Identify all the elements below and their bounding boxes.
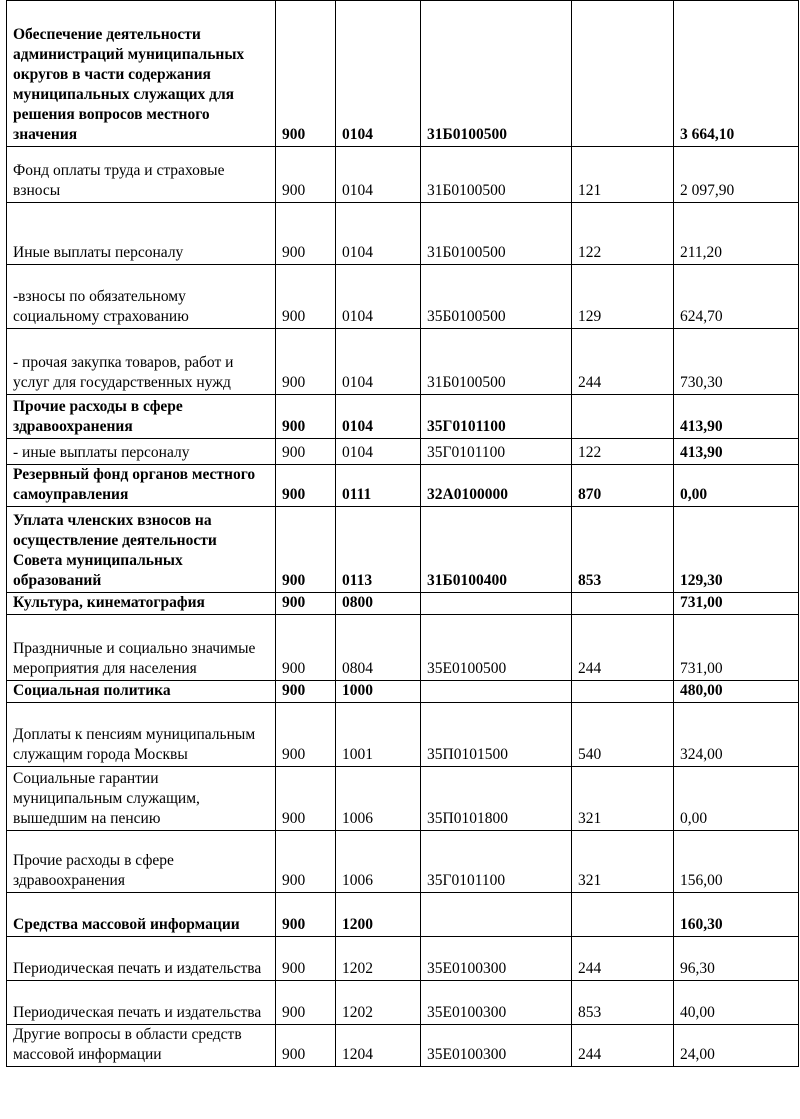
expense-name-cell: Доплаты к пенсиям муниципальным служащим города Москвы	[7, 703, 276, 767]
admin-code-cell: 900	[276, 681, 336, 703]
section-code-cell: 0104	[336, 203, 421, 265]
section-code-cell: 1000	[336, 681, 421, 703]
expense-kind-cell: 244	[572, 615, 674, 681]
target-code-cell: 31Б0100500	[421, 1, 572, 147]
expense-kind-cell	[572, 681, 674, 703]
target-code-cell: 35Е0100500	[421, 615, 572, 681]
table-row	[7, 507, 799, 593]
admin-code-cell: 900	[276, 147, 336, 203]
table-row	[7, 1025, 799, 1067]
section-code-cell: 0104	[336, 439, 421, 465]
amount-cell: 730,30	[674, 329, 799, 395]
admin-code-cell: 900	[276, 893, 336, 937]
expense-kind-cell	[572, 1, 674, 147]
target-code-cell	[421, 893, 572, 937]
budget-table-body	[7, 1, 799, 1067]
target-code-cell: 35Г0101100	[421, 831, 572, 893]
expense-kind-cell: 244	[572, 329, 674, 395]
table-row	[7, 615, 799, 681]
admin-code-cell: 900	[276, 465, 336, 507]
admin-code-cell: 900	[276, 1025, 336, 1067]
admin-code-cell: 900	[276, 203, 336, 265]
admin-code-cell: 900	[276, 395, 336, 439]
expense-kind-cell: 853	[572, 981, 674, 1025]
expense-kind-cell	[572, 593, 674, 615]
amount-cell: 2 097,90	[674, 147, 799, 203]
table-row	[7, 465, 799, 507]
target-code-cell: 31Б0100500	[421, 203, 572, 265]
section-code-cell: 1202	[336, 981, 421, 1025]
section-code-cell: 0104	[336, 1, 421, 147]
admin-code-cell: 900	[276, 767, 336, 831]
section-code-cell: 0800	[336, 593, 421, 615]
table-row	[7, 937, 799, 981]
amount-cell: 24,00	[674, 1025, 799, 1067]
expense-name-cell: Фонд оплаты труда и страховые взносы	[7, 147, 276, 203]
amount-cell: 211,20	[674, 203, 799, 265]
amount-cell: 0,00	[674, 465, 799, 507]
target-code-cell: 32А0100000	[421, 465, 572, 507]
expense-name-cell: Прочие расходы в сфере здравоохранения	[7, 831, 276, 893]
expense-kind-cell: 540	[572, 703, 674, 767]
admin-code-cell: 900	[276, 329, 336, 395]
target-code-cell: 35П0101500	[421, 703, 572, 767]
table-row	[7, 265, 799, 329]
amount-cell: 413,90	[674, 395, 799, 439]
table-row	[7, 593, 799, 615]
expense-kind-cell: 321	[572, 767, 674, 831]
section-code-cell: 0104	[336, 329, 421, 395]
target-code-cell: 35Б0100500	[421, 265, 572, 329]
amount-cell: 3 664,10	[674, 1, 799, 147]
expense-kind-cell: 321	[572, 831, 674, 893]
admin-code-cell: 900	[276, 831, 336, 893]
section-code-cell: 0104	[336, 147, 421, 203]
expense-name-cell: - прочая закупка товаров, работ и услуг для государственных нужд	[7, 329, 276, 395]
section-code-cell: 1202	[336, 937, 421, 981]
section-code-cell: 0104	[336, 265, 421, 329]
table-row	[7, 1, 799, 147]
section-code-cell: 1001	[336, 703, 421, 767]
admin-code-cell: 900	[276, 981, 336, 1025]
target-code-cell: 35Г0101100	[421, 439, 572, 465]
amount-cell: 129,30	[674, 507, 799, 593]
target-code-cell: 35Г0101100	[421, 395, 572, 439]
table-row	[7, 893, 799, 937]
expense-name-cell: Культура, кинематография	[7, 593, 276, 615]
expense-name-cell: Праздничные и социально значимые мероприятия для населения	[7, 615, 276, 681]
amount-cell: 480,00	[674, 681, 799, 703]
target-code-cell: 35Е0100300	[421, 981, 572, 1025]
expense-name-cell: Периодическая печать и издательства	[7, 937, 276, 981]
amount-cell: 156,00	[674, 831, 799, 893]
expense-kind-cell: 122	[572, 203, 674, 265]
amount-cell: 731,00	[674, 615, 799, 681]
expense-kind-cell: 122	[572, 439, 674, 465]
section-code-cell: 0113	[336, 507, 421, 593]
table-row	[7, 681, 799, 703]
expense-name-cell: Прочие расходы в сфере здравоохранения	[7, 395, 276, 439]
amount-cell: 324,00	[674, 703, 799, 767]
section-code-cell: 0104	[336, 395, 421, 439]
target-code-cell: 31Б0100500	[421, 329, 572, 395]
target-code-cell: 35Е0100300	[421, 1025, 572, 1067]
table-row	[7, 395, 799, 439]
target-code-cell	[421, 593, 572, 615]
expense-name-cell: - иные выплаты персоналу	[7, 439, 276, 465]
section-code-cell: 1006	[336, 767, 421, 831]
table-row	[7, 981, 799, 1025]
target-code-cell: 31Б0100500	[421, 147, 572, 203]
section-code-cell: 1006	[336, 831, 421, 893]
expense-kind-cell	[572, 893, 674, 937]
amount-cell: 40,00	[674, 981, 799, 1025]
expense-name-cell: Иные выплаты персоналу	[7, 203, 276, 265]
section-code-cell: 1200	[336, 893, 421, 937]
expense-name-cell: Периодическая печать и издательства	[7, 981, 276, 1025]
budget-table	[6, 0, 799, 1067]
expense-kind-cell: 870	[572, 465, 674, 507]
expense-kind-cell	[572, 395, 674, 439]
admin-code-cell: 900	[276, 1, 336, 147]
section-code-cell: 1204	[336, 1025, 421, 1067]
table-row	[7, 703, 799, 767]
admin-code-cell: 900	[276, 507, 336, 593]
amount-cell: 731,00	[674, 593, 799, 615]
table-row	[7, 203, 799, 265]
expense-kind-cell: 244	[572, 937, 674, 981]
expense-name-cell: Уплата членских взносов на осуществление деятельности Совета муниципальных образований	[7, 507, 276, 593]
expense-kind-cell: 129	[572, 265, 674, 329]
expense-name-cell: Социальная политика	[7, 681, 276, 703]
admin-code-cell: 900	[276, 439, 336, 465]
admin-code-cell: 900	[276, 937, 336, 981]
table-row	[7, 439, 799, 465]
admin-code-cell: 900	[276, 703, 336, 767]
expense-kind-cell: 853	[572, 507, 674, 593]
target-code-cell: 35П0101800	[421, 767, 572, 831]
section-code-cell: 0804	[336, 615, 421, 681]
target-code-cell	[421, 681, 572, 703]
target-code-cell: 31Б0100400	[421, 507, 572, 593]
amount-cell: 96,30	[674, 937, 799, 981]
table-row	[7, 831, 799, 893]
table-row	[7, 329, 799, 395]
expense-name-cell: Обеспечение деятельности администраций муниципальных округов в части содержания муниципальных служащих для решения вопросов местного значения	[7, 1, 276, 147]
amount-cell: 160,30	[674, 893, 799, 937]
amount-cell: 624,70	[674, 265, 799, 329]
admin-code-cell: 900	[276, 615, 336, 681]
expense-kind-cell: 244	[572, 1025, 674, 1067]
expense-name-cell: Другие вопросы в области средств массовой информации	[7, 1025, 276, 1067]
admin-code-cell: 900	[276, 593, 336, 615]
target-code-cell: 35Е0100300	[421, 937, 572, 981]
expense-name-cell: -взносы по обязательному социальному страхованию	[7, 265, 276, 329]
amount-cell: 413,90	[674, 439, 799, 465]
table-row	[7, 767, 799, 831]
expense-name-cell: Социальные гарантии муниципальным служащим, вышедшим на пенсию	[7, 767, 276, 831]
expense-kind-cell: 121	[572, 147, 674, 203]
expense-name-cell: Средства массовой информации	[7, 893, 276, 937]
admin-code-cell: 900	[276, 265, 336, 329]
amount-cell: 0,00	[674, 767, 799, 831]
table-row	[7, 147, 799, 203]
section-code-cell: 0111	[336, 465, 421, 507]
expense-name-cell: Резервный фонд органов местного самоуправления	[7, 465, 276, 507]
